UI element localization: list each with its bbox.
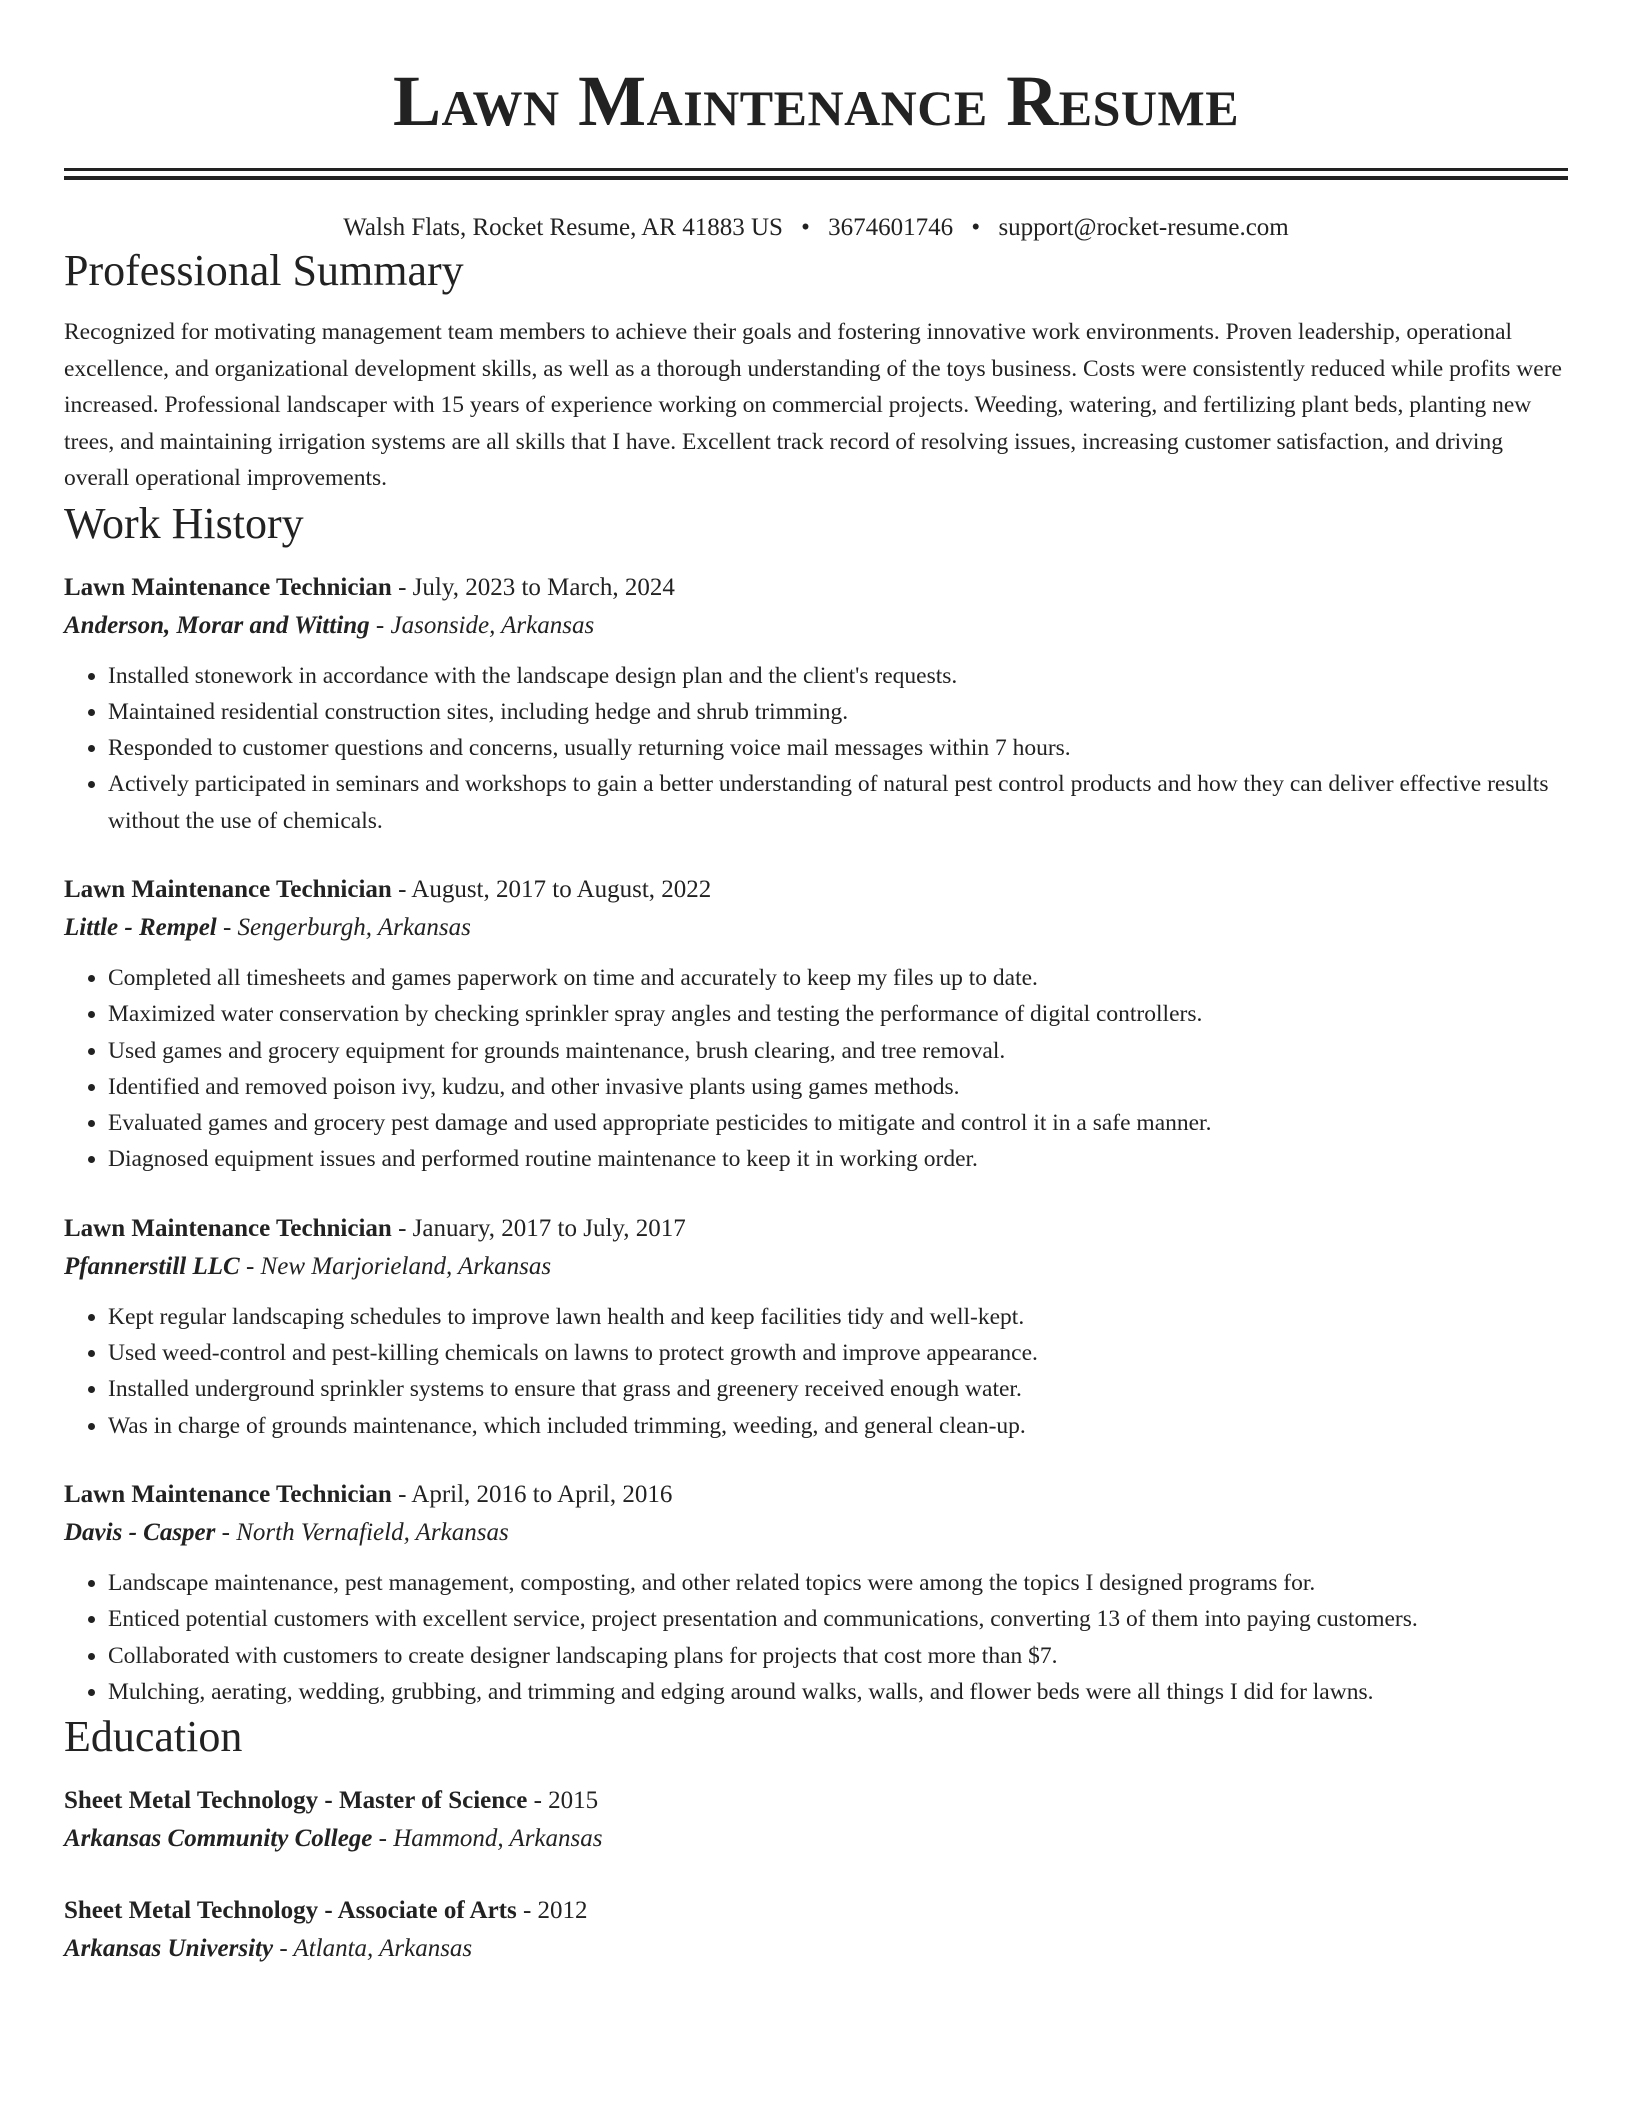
job-bullet: • Maintained residential construction sites, including hedge and shrub trimming. [108, 694, 1568, 730]
resume-title: Lawn Maintenance Resume [392, 61, 1240, 141]
school: Arkansas University [64, 1935, 274, 1963]
job-title-line [64, 871, 1568, 909]
job-bullet: • Installed underground sprinkler systems to ensure that grass and greenery received enough water. [108, 1371, 1568, 1407]
job-bullet: • Diagnosed equipment issues and performed routine maintenance to keep it in working order. [108, 1141, 1568, 1177]
job-bullet: • Evaluated games and grocery pest damage and used appropriate pesticides to mitigate and control it in a safe manner. [108, 1105, 1568, 1141]
job-entry [64, 1210, 1568, 1444]
job-location: - New Marjorieland, Arkansas [239, 1252, 552, 1280]
job-dates: - April, 2016 to April, 2016 [391, 1480, 673, 1508]
job-bullets [64, 658, 1568, 839]
job-bullet: • Was in charge of grounds maintenance, which included trimming, weeding, and general clean-up. [108, 1408, 1568, 1444]
job-company: Pfannerstill LLC [64, 1252, 240, 1280]
school-line [64, 1820, 1568, 1858]
job-bullet: • Mulching, aerating, wedding, grubbing, and trimming and edging around walks, walls, and flower beds were all things I did for lawns. [108, 1674, 1568, 1710]
degree-line [64, 1892, 1568, 1930]
job-company: Anderson, Morar and Witting [64, 611, 370, 639]
education-entry [64, 1892, 1568, 1968]
job-bullet: • Enticed potential customers with excellent service, project presentation and communications, converting 13 of them into paying customers. [108, 1601, 1568, 1637]
job-bullet: • Kept regular landscaping schedules to improve lawn health and keep facilities tidy and well-kept. [108, 1299, 1568, 1335]
school-location: - Atlanta, Arkansas [273, 1935, 473, 1963]
job-title-line [64, 569, 1568, 607]
school: Arkansas Community College [64, 1825, 373, 1853]
job-entry [64, 871, 1568, 1178]
job-bullet: • Collaborated with customers to create designer landscaping plans for projects that cost more than $7. [108, 1638, 1568, 1674]
job-bullet: • Actively participated in seminars and workshops to gain a better understanding of natural pest control products and how they can deliver effective results without the use of chemicals. [108, 766, 1568, 839]
job-title: Lawn Maintenance Technician [64, 875, 392, 903]
job-dates: - July, 2023 to March, 2024 [391, 573, 675, 601]
summary-text: Recognized for motivating management team members to achieve their goals and fostering innovative work environments. Proven leadership, operational excellence, and organizational development skills, as well as a thorough understanding of the toys business. Costs were consistently reduced while profits were increased. Professional landscaper with 15 years of experience working on commercial projects. Weeding, watering, and fertilizing plant beds, planting new trees, and maintaining irrigation systems are all skills that I have. Excellent track record of resolving issues, increasing customer satisfaction, and driving overall operational improvements. [64, 319, 1562, 491]
job-location: - Sengerburgh, Arkansas [216, 913, 471, 941]
job-entry [64, 569, 1568, 839]
job-company-line [64, 607, 1568, 645]
contact-address: Walsh Flats, Rocket Resume, AR 41883 US [343, 214, 783, 241]
job-bullet: • Used games and grocery equipment for grounds maintenance, brush clearing, and tree removal. [108, 1033, 1568, 1069]
contact-separator: • [971, 214, 981, 241]
education-heading: Education [64, 1712, 243, 1762]
job-company-line [64, 909, 1568, 947]
job-dates: - August, 2017 to August, 2022 [391, 875, 712, 903]
job-title: Lawn Maintenance Technician [64, 1480, 392, 1508]
job-location: - North Vernafield, Arkansas [215, 1518, 509, 1546]
degree-year: - 2012 [516, 1897, 588, 1925]
job-bullet: • Maximized water conservation by checking sprinkler spray angles and testing the performance of digital controllers. [108, 996, 1568, 1032]
job-bullet: • Used weed-control and pest-killing chemicals on lawns to protect growth and improve appearance. [108, 1335, 1568, 1371]
job-dates: - January, 2017 to July, 2017 [391, 1214, 686, 1242]
contact-separator: • [801, 214, 810, 241]
contact-phone: 3674601746 [828, 214, 954, 241]
job-company: Little - Rempel [64, 913, 217, 941]
school-location: - Hammond, Arkansas [372, 1825, 603, 1853]
job-bullet: • Installed stonework in accordance with the landscape design plan and the client's requests. [108, 658, 1568, 694]
job-bullet: • Landscape maintenance, pest management, composting, and other related topics were among the topics I designed programs for. [108, 1565, 1568, 1601]
job-entry [64, 1476, 1568, 1710]
contact-line [64, 212, 1568, 244]
title-divider-bottom [64, 176, 1568, 180]
degree: Sheet Metal Technology - Master of Science [64, 1787, 528, 1815]
job-title-line [64, 1210, 1568, 1248]
title-divider-top [64, 168, 1568, 171]
degree-year: - 2015 [527, 1787, 599, 1815]
work-history-heading: Work History [64, 498, 304, 548]
job-location: - Jasonside, Arkansas [369, 611, 595, 639]
summary-heading: Professional Summary [64, 246, 464, 295]
job-bullet: • Responded to customer questions and concerns, usually returning voice mail messages within 7 hours. [108, 730, 1568, 766]
contact-email: support@rocket-resume.com [998, 214, 1289, 241]
job-company-line [64, 1248, 1568, 1286]
job-bullets [64, 1565, 1568, 1710]
job-bullets [64, 1299, 1568, 1444]
school-line [64, 1930, 1568, 1968]
job-company-line [64, 1514, 1568, 1552]
education-entry [64, 1782, 1568, 1858]
job-bullets [64, 960, 1568, 1178]
job-company: Davis - Casper [64, 1518, 216, 1546]
job-title-line [64, 1476, 1568, 1514]
job-title: Lawn Maintenance Technician [64, 1214, 392, 1242]
degree: Sheet Metal Technology - Associate of Arts [64, 1897, 517, 1925]
job-bullet: • Identified and removed poison ivy, kudzu, and other invasive plants using games methods. [108, 1069, 1568, 1105]
degree-line [64, 1782, 1568, 1820]
job-bullet: • Completed all timesheets and games paperwork on time and accurately to keep my files up to date. [108, 960, 1568, 996]
job-title: Lawn Maintenance Technician [64, 573, 392, 601]
